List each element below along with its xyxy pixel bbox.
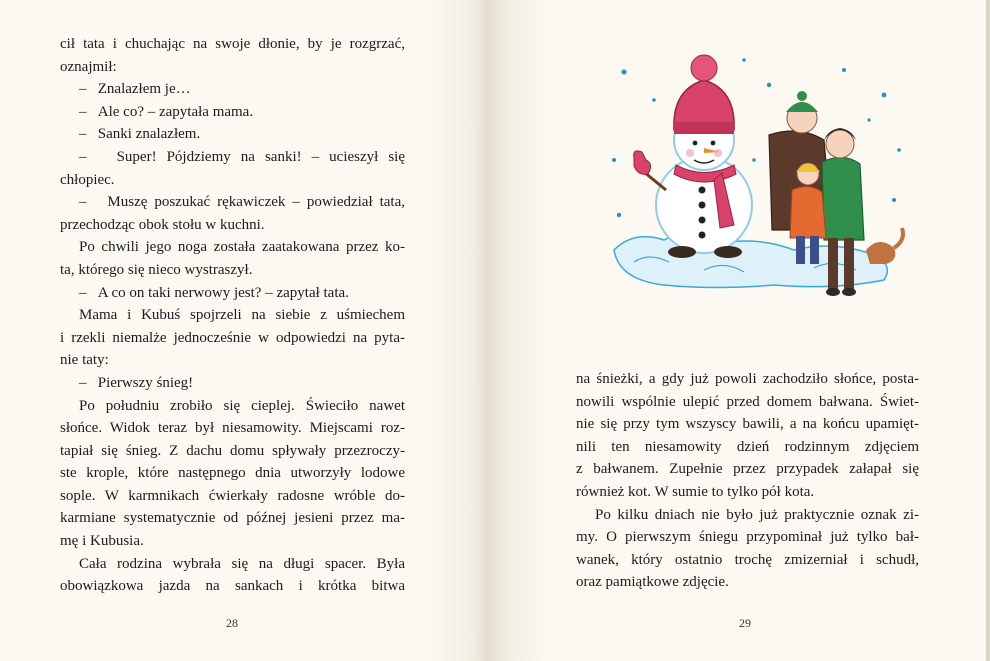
text-line: ste krople, które następnego dnia utworzyły lodowe (60, 465, 405, 482)
right-page-text (576, 368, 919, 594)
text-line: wanek, który ostatnio trochę zmizerniał i schudł, (576, 551, 919, 568)
text-line: – Sanki znalazłem. (79, 126, 201, 143)
text-line: oraz pamiątkowe zdjęcie. (576, 574, 729, 591)
text-line: słońce. Widok teraz był niesamowity. Miejscami roz- (60, 420, 405, 437)
page-number-right: 29 (739, 616, 751, 630)
text-line: nowili wspólnie ulepić przed domem bałwana. Świet- (576, 393, 919, 410)
text-line: oznajmił: (60, 58, 117, 75)
page-number-left: 28 (226, 616, 238, 630)
text-line: na śnieżki, a gdy już powoli zachodziło słońce, posta- (576, 371, 919, 387)
text-line: mę i Kubusia. (60, 533, 144, 550)
text-line: obowiązkowa jazda na sankach i krótka bitwa (60, 578, 405, 595)
text-line: ta, którego się nieco wystraszył. (60, 261, 253, 278)
text-line: Cała rodzina wybrała się na długi spacer. Była (79, 555, 405, 572)
text-line: – Super! Pójdziemy na sanki! – ucieszył się (79, 148, 405, 165)
text-line: – Pierwszy śnieg! (79, 374, 194, 391)
right-page (489, 0, 986, 661)
text-line: nie się przy tym wszyscy bawili, a na końcu upamięt- (576, 416, 919, 433)
page-edge (986, 0, 990, 661)
text-line: Mama i Kubuś spojrzeli na siebie z uśmiechem (79, 307, 405, 324)
text-line: – Muszę poszukać rękawiczek – powiedział tata, (79, 194, 405, 211)
text-line: Po południu zrobiło się cieplej. Świeciło nawet (79, 397, 405, 414)
left-page-text (60, 33, 405, 598)
text-line: również kot. W sumie to tylko pół kota. (576, 483, 815, 500)
left-page (0, 0, 489, 661)
text-line: nili ten niesamowity dzień rodzinnym zdjęciem (576, 438, 919, 455)
text-line: – Ale co? – zapytała mama. (79, 103, 254, 120)
text-line: karmiane systematycznie od późnej jesieni przez ma- (60, 510, 405, 527)
text-line: przechodząc obok stołu w kuchni. (60, 216, 265, 233)
text-line: – A co on taki nerwowy jest? – zapytał tata. (79, 284, 349, 301)
text-line: Po chwili jego noga została zaatakowana przez ko- (79, 239, 405, 256)
text-line: i rzekli niemalże jednocześnie w odpowiedzi na pyta- (60, 329, 405, 346)
text-line: Po kilku dniach nie było już praktycznie oznak zi- (595, 506, 919, 523)
text-line: cił tata i chuchając na swoje dłonie, by je rozgrzać, (60, 36, 405, 52)
text-line: – Znalazłem je… (79, 81, 191, 98)
text-line: z bałwanem. Zupełnie przez przypadek załapał się (576, 461, 919, 478)
text-line: nie taty: (60, 352, 109, 369)
text-line: sople. W karmnikach ćwierkały radosne wróble do- (60, 487, 405, 504)
text-line: chłopiec. (60, 171, 115, 188)
text-line: my. O pierwszym śniegu przypominał już tylko bał- (576, 529, 919, 546)
text-line: tapiał się śnieg. Z dachu domu spływały przezroczy- (60, 442, 405, 459)
snowman-family-illustration (594, 40, 924, 320)
